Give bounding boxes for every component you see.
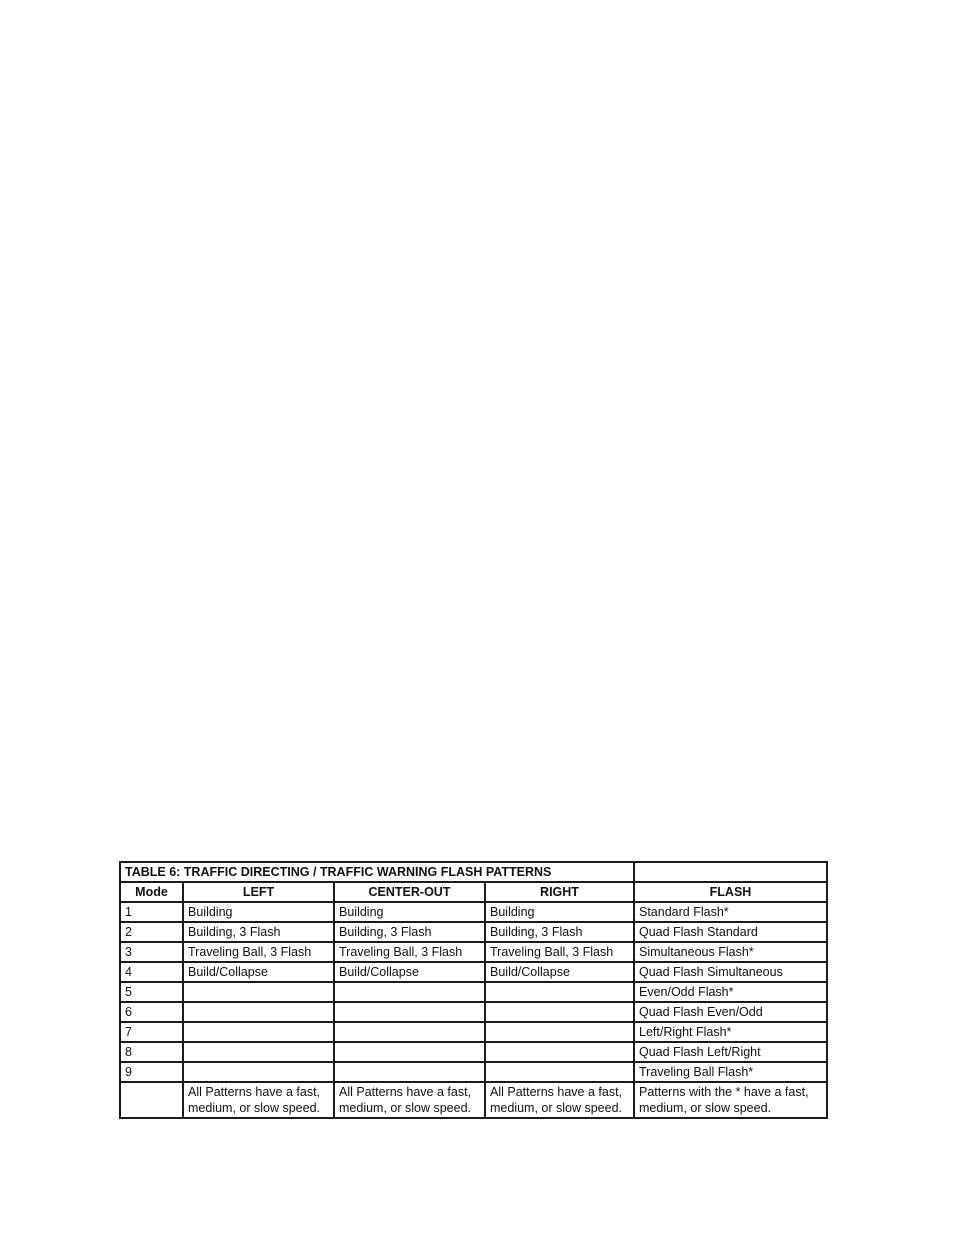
header-mode: Mode (120, 882, 183, 902)
flash-cell: Simultaneous Flash* (634, 942, 827, 962)
flash-cell: Quad Flash Standard (634, 922, 827, 942)
right-cell: Traveling Ball, 3 Flash (485, 942, 634, 962)
left-cell (183, 1062, 334, 1082)
mode-cell: 6 (120, 1002, 183, 1022)
table-row (120, 1062, 827, 1082)
flash-cell: Traveling Ball Flash* (634, 1062, 827, 1082)
center-out-cell (334, 982, 485, 1002)
table-row (120, 962, 827, 982)
left-cell: Traveling Ball, 3 Flash (183, 942, 334, 962)
flash-patterns-table (119, 861, 828, 1119)
table-title-row (120, 862, 827, 882)
left-cell: Build/Collapse (183, 962, 334, 982)
header-flash: FLASH (634, 882, 827, 902)
table-row (120, 1022, 827, 1042)
table-title: TABLE 6: TRAFFIC DIRECTING / TRAFFIC WARNING FLASH PATTERNS (120, 862, 634, 882)
mode-cell: 4 (120, 962, 183, 982)
flash-cell: Quad Flash Simultaneous (634, 962, 827, 982)
mode-cell: 7 (120, 1022, 183, 1042)
mode-cell: 8 (120, 1042, 183, 1062)
header-right: RIGHT (485, 882, 634, 902)
right-cell (485, 982, 634, 1002)
center-out-cell (334, 1022, 485, 1042)
table-row (120, 942, 827, 962)
table-notes-row (120, 1082, 827, 1118)
header-center-out: CENTER-OUT (334, 882, 485, 902)
flash-cell: Left/Right Flash* (634, 1022, 827, 1042)
center-out-cell (334, 1042, 485, 1062)
table-row (120, 982, 827, 1002)
left-cell (183, 1002, 334, 1022)
right-cell: Building, 3 Flash (485, 922, 634, 942)
left-cell (183, 1022, 334, 1042)
table-row (120, 902, 827, 922)
mode-cell: 9 (120, 1062, 183, 1082)
center-out-cell: Build/Collapse (334, 962, 485, 982)
table-row (120, 1002, 827, 1022)
table-header-row (120, 882, 827, 902)
flash-cell: Even/Odd Flash* (634, 982, 827, 1002)
center-out-cell: Traveling Ball, 3 Flash (334, 942, 485, 962)
note-flash: Patterns with the * have a fast, medium, or slow speed. (634, 1082, 827, 1118)
right-cell (485, 1022, 634, 1042)
table-row (120, 1042, 827, 1062)
mode-cell: 3 (120, 942, 183, 962)
flash-cell: Quad Flash Even/Odd (634, 1002, 827, 1022)
mode-cell: 1 (120, 902, 183, 922)
flash-cell: Standard Flash* (634, 902, 827, 922)
right-cell (485, 1042, 634, 1062)
table-title-spacer (634, 862, 827, 882)
left-cell (183, 1042, 334, 1062)
right-cell (485, 1062, 634, 1082)
mode-cell: 5 (120, 982, 183, 1002)
table-row (120, 922, 827, 942)
center-out-cell: Building (334, 902, 485, 922)
note-left: All Patterns have a fast, medium, or slow speed. (183, 1082, 334, 1118)
right-cell: Building (485, 902, 634, 922)
left-cell (183, 982, 334, 1002)
center-out-cell: Building, 3 Flash (334, 922, 485, 942)
header-left: LEFT (183, 882, 334, 902)
left-cell: Building, 3 Flash (183, 922, 334, 942)
flash-cell: Quad Flash Left/Right (634, 1042, 827, 1062)
note-right: All Patterns have a fast, medium, or slow speed. (485, 1082, 634, 1118)
left-cell: Building (183, 902, 334, 922)
right-cell: Build/Collapse (485, 962, 634, 982)
center-out-cell (334, 1002, 485, 1022)
note-mode (120, 1082, 183, 1118)
note-center-out: All Patterns have a fast, medium, or slow speed. (334, 1082, 485, 1118)
mode-cell: 2 (120, 922, 183, 942)
center-out-cell (334, 1062, 485, 1082)
right-cell (485, 1002, 634, 1022)
